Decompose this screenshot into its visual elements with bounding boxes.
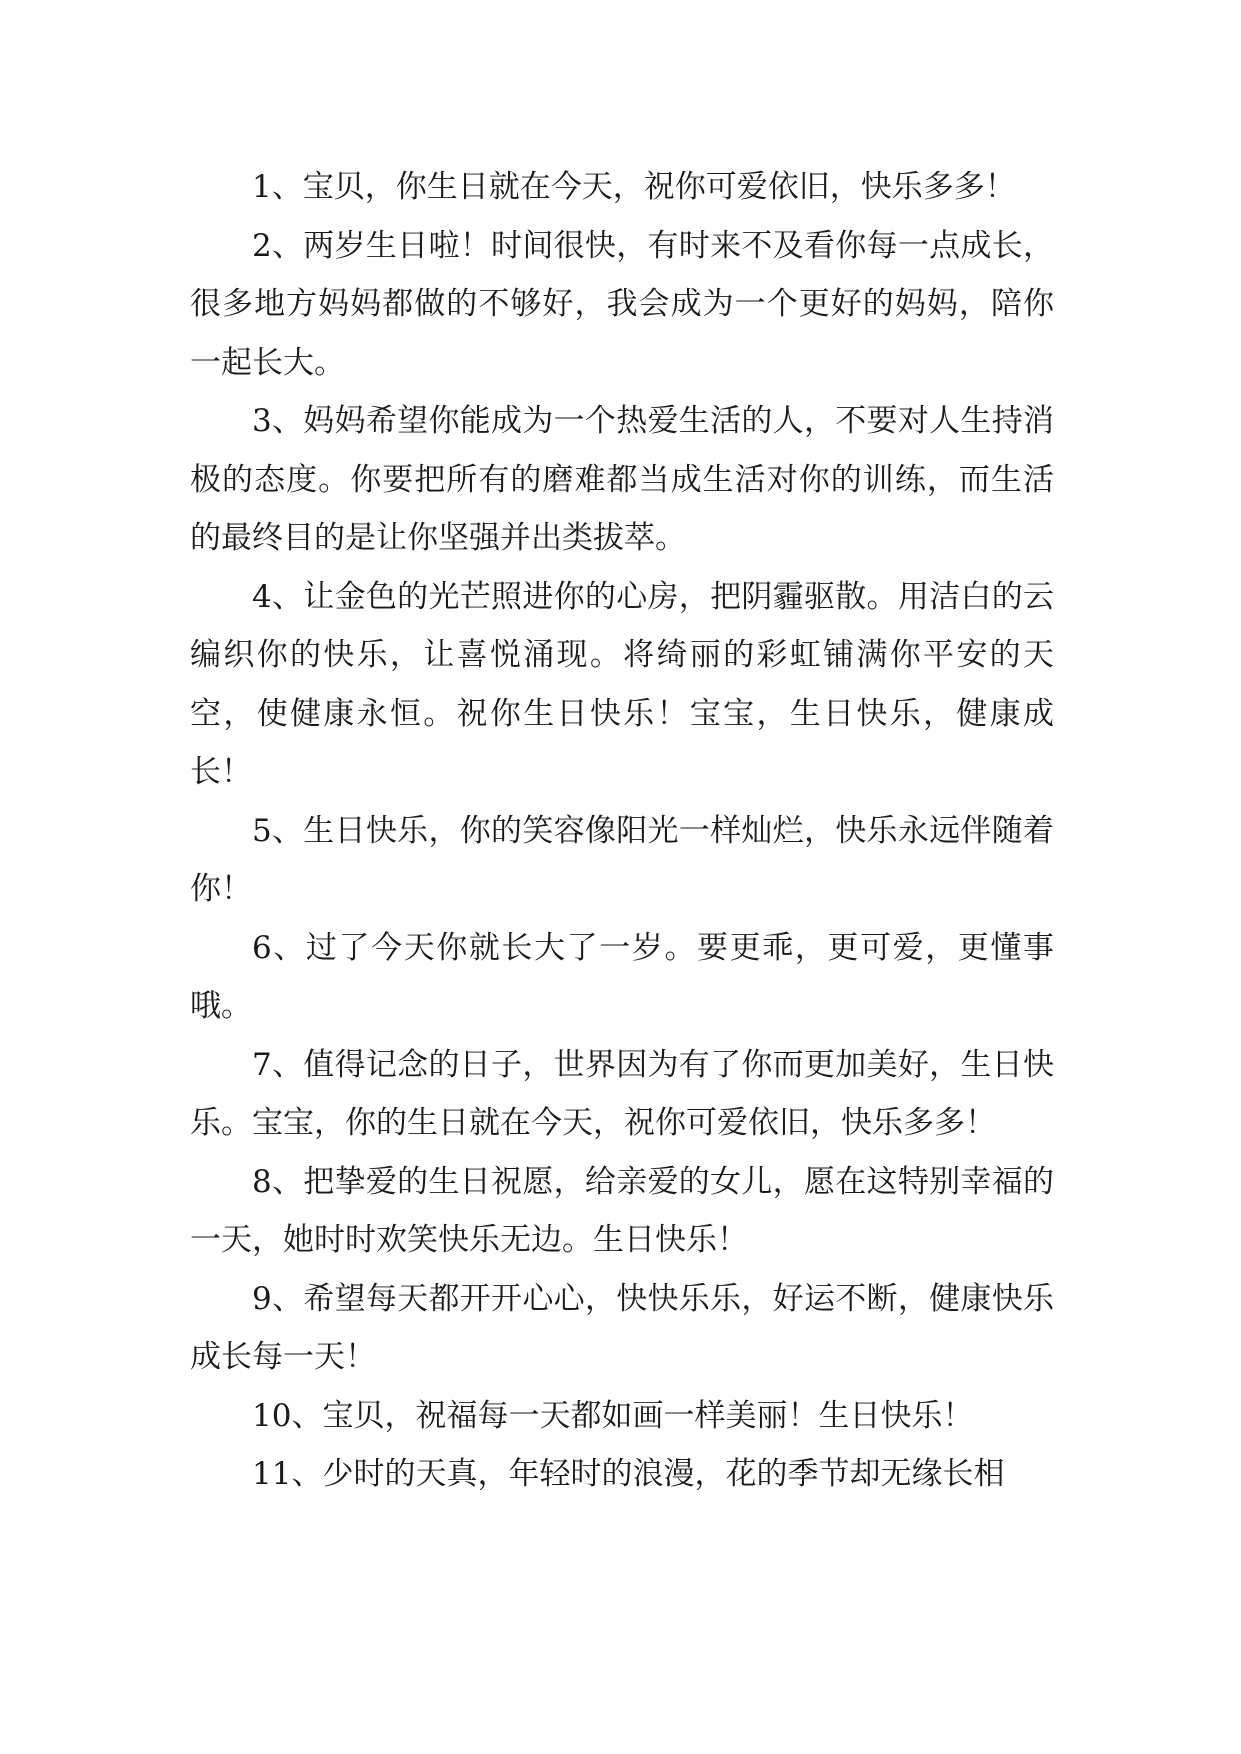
paragraph-11: 11、少时的天真，年轻时的浪漫，花的季节却无缘长相: [252, 1456, 1005, 1492]
paragraph-1: 1、宝贝，你生日就在今天，祝你可爱依旧，快乐多多！: [252, 169, 1016, 205]
paragraph-7: 7、值得记念的日子，世界因为有了你而更加美好，生日快乐。宝宝，你的生日就在今天，祝你可爱依旧，快乐多多！: [190, 1046, 1054, 1141]
paragraph-6: 6、过了今天你就长大了一岁。要更乖，更可爱，更懂事哦。: [190, 929, 1054, 1024]
document-body: [190, 158, 1054, 1504]
paragraph-8: 8、把挚爱的生日祝愿，给亲爱的女儿，愿在这特别幸福的一天，她时时欢笑快乐无边。生日快乐！: [190, 1163, 1054, 1258]
paragraph-9: 9、希望每天都开开心心，快快乐乐，好运不断，健康快乐成长每一天！: [190, 1280, 1054, 1375]
paragraph-5: 5、生日快乐，你的笑容像阳光一样灿烂，快乐永远伴随着你！: [190, 812, 1054, 907]
paragraph-10: 10、宝贝，祝福每一天都如画一样美丽！生日快乐！: [252, 1397, 974, 1434]
paragraph-3: 3、妈妈希望你能成为一个热爱生活的人，不要对人生持消极的态度。你要把所有的磨难都当成生活对你的训练，而生活的最终目的是让你坚强并出类拔萃。: [190, 403, 1054, 556]
paragraph-4: 4、让金色的光芒照进你的心房，把阴霾驱散。用洁白的云编织你的快乐，让喜悦涌现。将绮丽的彩虹铺满你平安的天空，使健康永恒。祝你生日快乐！宝宝，生日快乐，健康成长！: [190, 578, 1054, 790]
paragraph-2: 2、两岁生日啦！时间很快，有时来不及看你每一点成长，很多地方妈妈都做的不够好，我会成为一个更好的妈妈，陪你一起长大。: [190, 227, 1054, 381]
